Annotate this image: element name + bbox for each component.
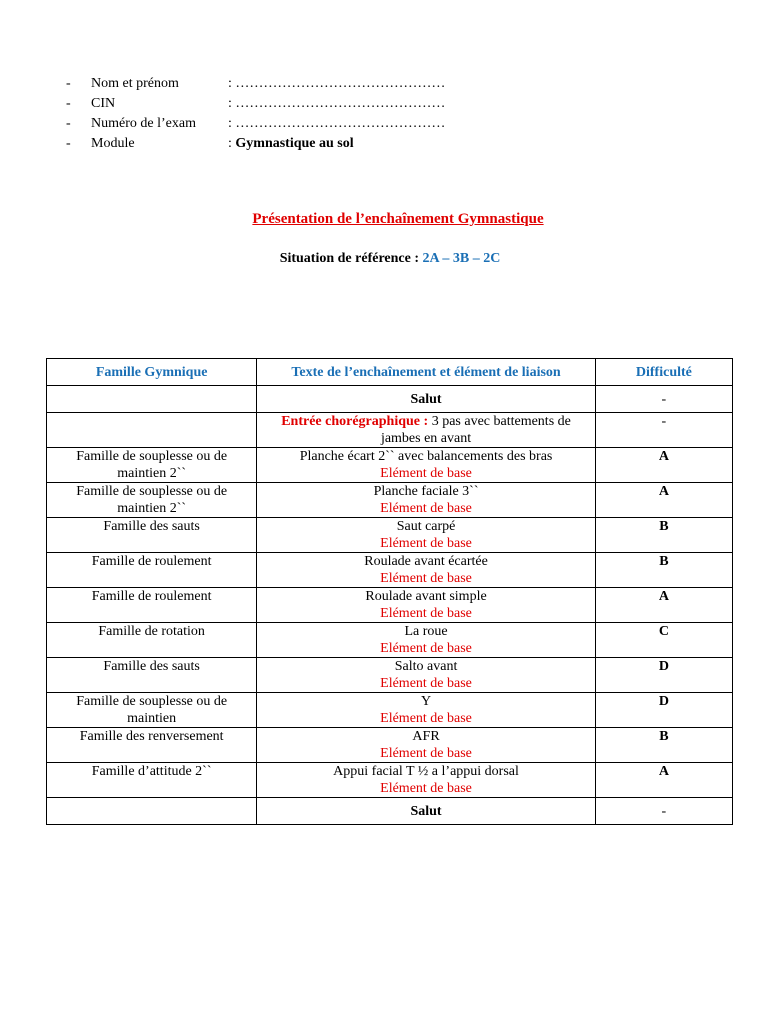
element-text: Appui facial T ½ a l’appui dorsal: [333, 764, 519, 779]
texte-cell: [257, 763, 595, 798]
bullet-dash: -: [66, 116, 71, 131]
cin-label: CIN: [91, 96, 116, 111]
element-text: Roulade avant écartée: [364, 554, 488, 569]
element-base-label: Elément de base: [380, 711, 472, 726]
cin-value: : ………………………………………: [228, 96, 446, 111]
element-base-label: Elément de base: [380, 466, 472, 481]
difficulty-cell: D: [595, 658, 732, 693]
texte-cell: [257, 658, 595, 693]
element-base-label: Elément de base: [380, 571, 472, 586]
element-text: La roue: [404, 624, 448, 639]
difficulty-cell: B: [595, 518, 732, 553]
famille-cell: Famille d’attitude 2``: [47, 763, 257, 798]
element-text: Y: [420, 694, 432, 709]
student-info: [66, 74, 445, 154]
difficulty-cell: C: [595, 623, 732, 658]
salut-text: Salut: [257, 386, 595, 413]
salut-text: Salut: [257, 798, 595, 825]
module-prefix: :: [228, 136, 236, 151]
famille-cell: Famille de souplesse ou de maintien 2``: [47, 483, 257, 518]
element-text: Saut carpé: [396, 519, 456, 534]
entree-text-cell: [257, 413, 595, 448]
info-row-cin: [66, 94, 445, 114]
entree-diff: -: [595, 413, 732, 448]
difficulty-cell: B: [595, 553, 732, 588]
bullet-dash: -: [66, 96, 71, 111]
table-row: [47, 518, 733, 553]
difficulty-cell: A: [595, 483, 732, 518]
table-cell: [47, 413, 257, 448]
page-title: Présentation de l’enchaînement Gymnastique: [252, 211, 544, 227]
table-row: [47, 728, 733, 763]
difficulty-cell: D: [595, 693, 732, 728]
name-value: : ………………………………………: [228, 76, 446, 91]
reference-label: Situation de référence :: [279, 251, 423, 266]
table-cell: [47, 386, 257, 413]
texte-cell: [257, 518, 595, 553]
element-base-label: Elément de base: [380, 606, 472, 621]
entree-text: 3 pas avec battements de jambes en avant: [380, 414, 571, 446]
name-label: Nom et prénom: [91, 76, 179, 91]
table-row: [47, 763, 733, 798]
bullet-dash: -: [66, 76, 71, 91]
header-famille: Famille Gymnique: [47, 359, 257, 386]
salut-diff: -: [595, 798, 732, 825]
element-base-label: Elément de base: [380, 781, 472, 796]
difficulty-cell: A: [595, 448, 732, 483]
table-row: [47, 623, 733, 658]
texte-cell: [257, 728, 595, 763]
table-row: [47, 588, 733, 623]
table-row: [47, 448, 733, 483]
texte-cell: [257, 553, 595, 588]
module-label: Module: [91, 136, 135, 151]
texte-cell: [257, 693, 595, 728]
entree-row: [47, 413, 733, 448]
difficulty-cell: A: [595, 588, 732, 623]
salut-row-start: [47, 386, 733, 413]
table-cell: [47, 798, 257, 825]
famille-cell: Famille des renversement: [47, 728, 257, 763]
table-header-row: [47, 359, 733, 386]
famille-cell: Famille des sauts: [47, 658, 257, 693]
info-row-exam: [66, 114, 445, 134]
famille-cell: Famille de rotation: [47, 623, 257, 658]
table-row: [47, 483, 733, 518]
sequence-table: [46, 358, 733, 825]
reference-value: 2A – 3B – 2C: [422, 251, 501, 266]
element-text: Planche faciale 3``: [373, 484, 479, 499]
info-row-name: [66, 74, 445, 94]
entree-label: Entrée chorégraphique :: [281, 414, 429, 429]
element-base-label: Elément de base: [380, 641, 472, 656]
famille-cell: Famille de roulement: [47, 553, 257, 588]
reference-situation: [0, 251, 768, 267]
element-base-label: Elément de base: [380, 536, 472, 551]
salut-row-end: [47, 798, 733, 825]
header-difficulte: Difficulté: [595, 359, 732, 386]
famille-cell: Famille des sauts: [47, 518, 257, 553]
element-text: Planche écart 2`` avec balancements des bras: [299, 449, 553, 464]
exam-label: Numéro de l’exam: [91, 116, 196, 131]
texte-cell: [257, 448, 595, 483]
element-base-label: Elément de base: [380, 676, 472, 691]
element-base-label: Elément de base: [380, 746, 472, 761]
module-value-wrap: [228, 134, 354, 154]
exam-value: : ………………………………………: [228, 116, 446, 131]
info-row-module: [66, 134, 445, 154]
famille-cell: Famille de souplesse ou de maintien: [47, 693, 257, 728]
difficulty-cell: B: [595, 728, 732, 763]
difficulty-cell: A: [595, 763, 732, 798]
element-text: AFR: [412, 729, 440, 744]
table-row: [47, 693, 733, 728]
famille-cell: Famille de souplesse ou de maintien 2``: [47, 448, 257, 483]
texte-cell: [257, 588, 595, 623]
element-base-label: Elément de base: [380, 501, 472, 516]
element-text: Salto avant: [394, 659, 458, 674]
texte-cell: [257, 623, 595, 658]
table-row: [47, 553, 733, 588]
famille-cell: Famille de roulement: [47, 588, 257, 623]
element-text: Roulade avant simple: [365, 589, 487, 604]
header-texte: Texte de l’enchaînement et élément de liaison: [257, 359, 595, 386]
table-row: [47, 658, 733, 693]
bullet-dash: -: [66, 136, 71, 151]
module-value: Gymnastique au sol: [235, 136, 354, 151]
salut-diff: -: [595, 386, 732, 413]
texte-cell: [257, 483, 595, 518]
